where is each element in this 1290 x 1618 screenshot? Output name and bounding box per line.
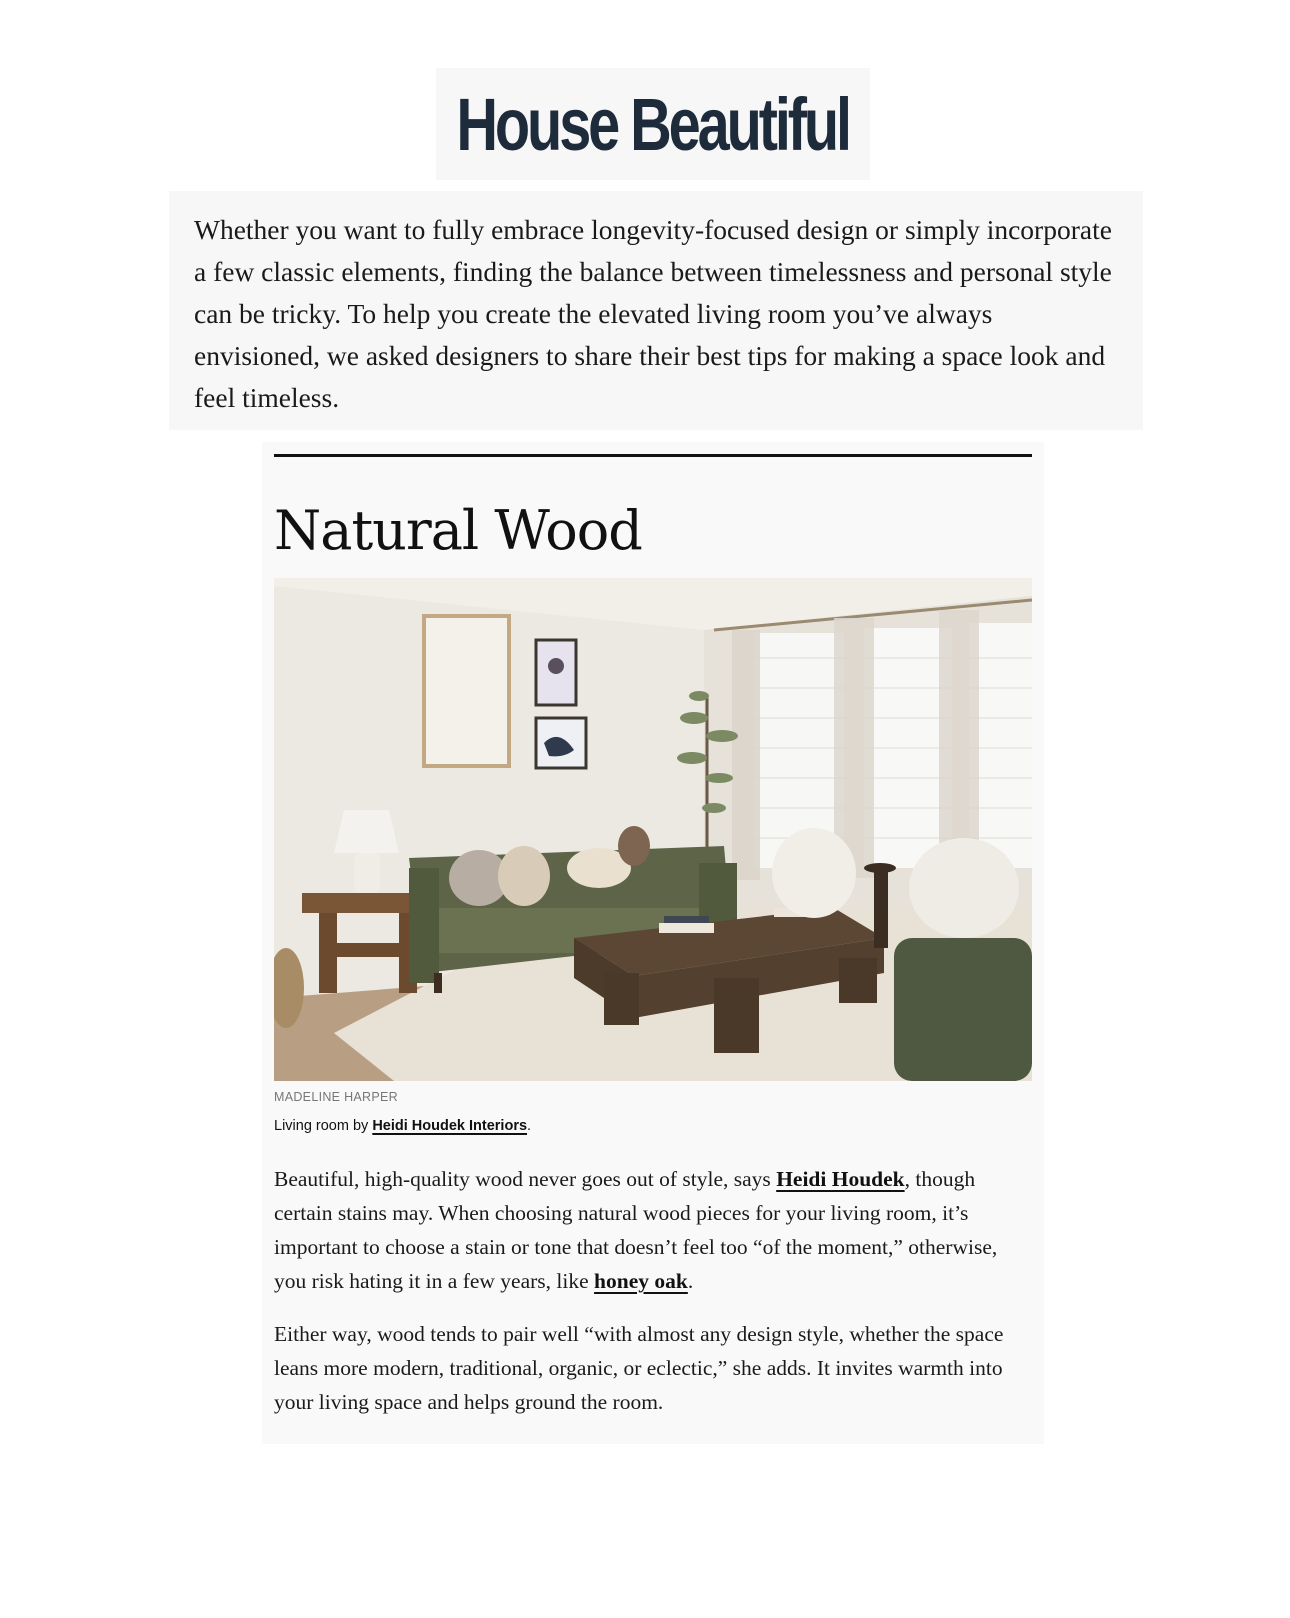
article-section bbox=[262, 442, 1044, 1444]
paragraph-text: . bbox=[687, 1269, 694, 1293]
caption-suffix: . bbox=[527, 1118, 532, 1134]
living-room-photo[interactable] bbox=[274, 578, 1032, 1081]
section-divider bbox=[274, 454, 1032, 457]
paragraph-text: Beautiful, high-quality wood never goes out of style, says bbox=[274, 1167, 777, 1191]
intro-block bbox=[169, 191, 1143, 430]
page-frame bbox=[8, 0, 1282, 1618]
intro-paragraph: Whether you want to fully embrace longevity-focused design or simply incorporate a few classic elements, finding the balance between timelessness and personal style can be tricky. To help you create the elevated living room you’ve always envisioned, we asked designers to share their best tips for making a space look and feel timeless. bbox=[194, 214, 1112, 413]
section-headline: Natural Wood bbox=[274, 499, 642, 562]
honey-oak-link[interactable]: honey oak bbox=[594, 1269, 688, 1293]
photo-caption bbox=[274, 1118, 531, 1134]
body-paragraph-2: Either way, wood tends to pair well “with almost any design style, whether the space leans more modern, traditional, organic, or eclectic,” she adds. It invites warmth into your living space and helps ground the room. bbox=[274, 1322, 1004, 1414]
body-paragraph-1 bbox=[274, 1162, 1026, 1298]
living-room-illustration bbox=[274, 578, 1032, 1081]
logo-banner bbox=[436, 68, 870, 180]
house-beautiful-logo[interactable]: House Beautiful bbox=[456, 82, 850, 166]
heidi-houdek-link[interactable]: Heidi Houdek bbox=[776, 1167, 905, 1191]
designer-link[interactable]: Heidi Houdek Interiors bbox=[372, 1118, 528, 1134]
paragraph-text: , though certain stains may. When choosing natural wood pieces for your living room, it’s important to choose a stain or tone that doesn’t feel too “of the moment,” otherwise, you risk hating it in a few years, like bbox=[274, 1167, 998, 1293]
photo-credit: MADELINE HARPER bbox=[274, 1090, 398, 1104]
caption-prefix: Living room by bbox=[274, 1118, 373, 1134]
